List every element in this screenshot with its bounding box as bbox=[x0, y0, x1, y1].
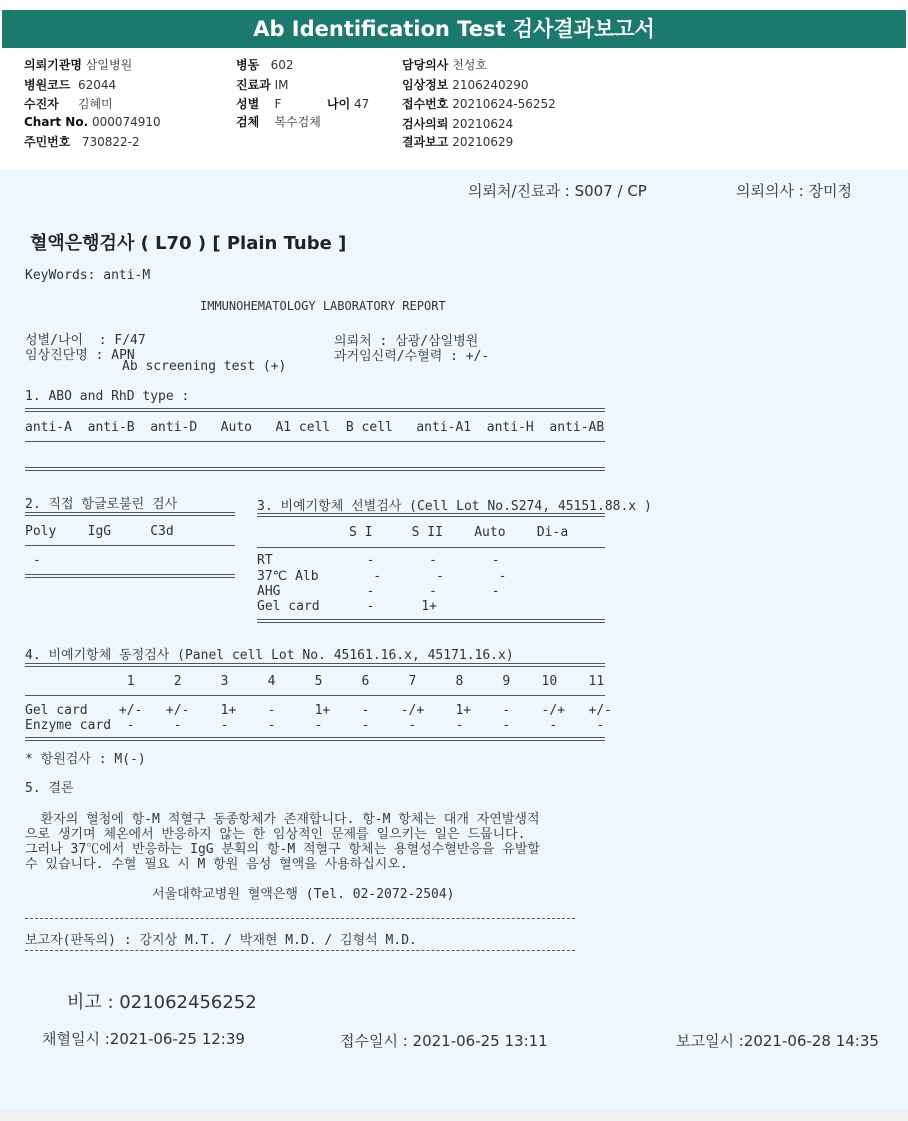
request-value: 20210624 bbox=[452, 117, 514, 131]
conclusion-line-1: 환자의 혈청에 항-M 적혈구 동종항체가 존재합니다. 항-M 항체는 대개 자연발생적 bbox=[25, 812, 540, 827]
clinical-label: 임상정보 bbox=[402, 78, 449, 92]
section2-title: 2. 직접 항글로불린 검사 bbox=[25, 497, 178, 512]
age-row bbox=[327, 95, 369, 112]
report-row bbox=[402, 133, 513, 150]
request-row bbox=[402, 115, 513, 132]
hospital-code-row bbox=[24, 76, 116, 93]
patient-header bbox=[0, 50, 908, 168]
test-title: 혈액은행검사 ( L70 ) [ Plain Tube ] bbox=[30, 233, 347, 254]
section3-columns: S I S II Auto Di-a bbox=[349, 525, 569, 540]
section3-row-alb: 37℃ Alb - - - bbox=[257, 569, 507, 584]
section3-top-rule bbox=[257, 513, 605, 517]
institution-row bbox=[24, 56, 132, 73]
ward-value: 602 bbox=[270, 58, 294, 72]
reported-time: 보고일시 :2021-06-28 14:35 bbox=[676, 1032, 879, 1050]
ward-row bbox=[236, 56, 294, 73]
accession-label: 접수번호 bbox=[402, 97, 449, 111]
accession-value: 20210624-56252 bbox=[452, 97, 556, 111]
sex-label: 성별 bbox=[236, 97, 260, 111]
section4-bottom-rule bbox=[25, 737, 605, 741]
accession-row bbox=[402, 95, 556, 112]
antigen-test: * 항원검사 : M(-) bbox=[25, 752, 146, 767]
section4-title: 4. 비예기항체 동정검사 (Panel cell Lot No. 45161.16.x, 45171.16.x) bbox=[25, 648, 514, 663]
conclusion-line-4: 수 있습니다. 수혈 필요 시 M 항원 음성 혈액을 사용하십시오. bbox=[25, 857, 408, 872]
reporter-top-rule bbox=[25, 918, 575, 919]
section4-gel-row: Gel card +/- +/- 1+ - 1+ - -/+ 1+ - -/+ +/- bbox=[25, 703, 612, 718]
section4-enzyme-row: Enzyme card - - - - - - - - - - - bbox=[25, 718, 605, 733]
conclusion-line-3: 그러나 37℃에서 반응하는 IgG 분획의 항-M 적혈구 항체는 용혈성수혈반응을 유발할 bbox=[25, 842, 540, 857]
chart-row bbox=[24, 115, 161, 129]
section4-top-rule bbox=[25, 663, 605, 667]
doctor-value: 천성호 bbox=[452, 58, 487, 72]
section2-bottom-rule bbox=[25, 574, 235, 578]
reporters: 보고자(판독의) : 강지상 M.T. / 박재현 M.D. / 김형석 M.D. bbox=[25, 933, 417, 948]
section5-title: 5. 결론 bbox=[25, 781, 74, 796]
report-banner-title: Ab Identification Test 검사결과보고서 bbox=[2, 10, 906, 48]
note: 비고 : 021062456252 bbox=[67, 992, 257, 1013]
sex-age: 성별/나이 : F/47 bbox=[25, 333, 146, 348]
doctor-row bbox=[402, 56, 487, 73]
resident-row bbox=[24, 133, 140, 150]
section2-top-rule bbox=[25, 512, 235, 516]
doctor-label: 담당의사 bbox=[402, 58, 449, 72]
patient-value: 김혜미 bbox=[77, 97, 113, 111]
section3-row-ahg: AHG - - - bbox=[257, 584, 500, 599]
specimen-row bbox=[236, 113, 321, 130]
section1-mid-rule bbox=[25, 441, 605, 442]
section1-top-rule bbox=[25, 408, 605, 412]
collected-time: 채혈일시 :2021-06-25 12:39 bbox=[42, 1030, 245, 1048]
section3-mid-rule bbox=[257, 547, 605, 548]
section1-bottom-rule bbox=[25, 467, 605, 471]
sex-value: F bbox=[274, 97, 282, 111]
resident-label: 주민번호 bbox=[24, 135, 71, 149]
requester: 의뢰처 : 삼광/삼일병원 bbox=[334, 334, 479, 349]
lab-title: IMMUNOHEMATOLOGY LABORATORY REPORT bbox=[200, 299, 446, 313]
section3-row-gel: Gel card - 1+ bbox=[257, 599, 438, 614]
diagnosis-detail: Ab screening test (+) bbox=[122, 359, 287, 374]
dept-label: 진료과 bbox=[236, 78, 271, 92]
conclusion-line-2: 으로 생기며 체온에서 반응하지 않는 한 임상적인 문제를 일으키는 일은 드뭅니다. bbox=[25, 827, 526, 842]
ward-label: 병동 bbox=[236, 58, 260, 72]
blood-bank-contact: 서울대학교병원 혈액은행 (Tel. 02-2072-2504) bbox=[152, 887, 455, 902]
report-value: 20210629 bbox=[452, 135, 514, 149]
section1-columns: anti-A anti-B anti-D Auto A1 cell B cell anti-A1 anti-H anti-AB bbox=[25, 420, 605, 435]
request-doctor: 의뢰의사 : 장미정 bbox=[736, 182, 853, 200]
bottom-strip bbox=[0, 1110, 908, 1121]
resident-value: 730822-2 bbox=[81, 135, 140, 149]
report-body bbox=[0, 170, 908, 1110]
diagnosis: 임상진단명 : APN bbox=[25, 348, 135, 363]
chart-label: Chart No. bbox=[24, 115, 89, 129]
keywords: KeyWords: anti-M bbox=[25, 268, 151, 283]
age-value: 47 bbox=[354, 97, 370, 111]
reporter-bottom-rule bbox=[25, 950, 575, 951]
patient-label: 수진자 bbox=[24, 97, 59, 111]
request-dept: 의뢰처/진료과 : S007 / CP bbox=[468, 182, 647, 200]
section4-columns: 1 2 3 4 5 6 7 8 9 10 11 bbox=[25, 674, 605, 689]
specimen-label: 검체 bbox=[236, 115, 260, 129]
clinical-row bbox=[402, 76, 529, 93]
request-label: 검사의뢰 bbox=[402, 117, 449, 131]
section2-mid-rule bbox=[25, 545, 235, 546]
specimen-value: 복수검체 bbox=[274, 115, 321, 129]
hospital-code-value: 62044 bbox=[78, 78, 117, 92]
history: 과거임신력/수혈력 : +/- bbox=[334, 349, 490, 364]
clinical-value: 2106240290 bbox=[452, 78, 529, 92]
dept-row bbox=[236, 76, 289, 93]
section2-value: - bbox=[25, 553, 41, 568]
hospital-code-label: 병원코드 bbox=[24, 78, 71, 92]
section4-mid-rule bbox=[25, 695, 605, 696]
institution-value: 삼일병원 bbox=[85, 58, 133, 72]
section1-title: 1. ABO and RhD type : bbox=[25, 389, 190, 404]
section3-title: 3. 비예기항체 선별검사 (Cell Lot No.S274, 45151.88.x ) bbox=[257, 499, 652, 514]
patient-row bbox=[24, 95, 113, 112]
chart-value: 000074910 bbox=[91, 115, 161, 129]
sex-row bbox=[236, 95, 281, 112]
institution-label: 의뢰기관명 bbox=[24, 58, 82, 72]
dept-value: IM bbox=[274, 78, 289, 92]
received-time: 접수일시 : 2021-06-25 13:11 bbox=[340, 1032, 548, 1050]
section3-row-rt: RT - - - bbox=[257, 553, 500, 568]
age-label: 나이 bbox=[327, 97, 351, 111]
section2-columns: Poly IgG C3d bbox=[25, 524, 174, 539]
report-label: 결과보고 bbox=[402, 135, 449, 149]
section3-bottom-rule bbox=[257, 619, 605, 623]
